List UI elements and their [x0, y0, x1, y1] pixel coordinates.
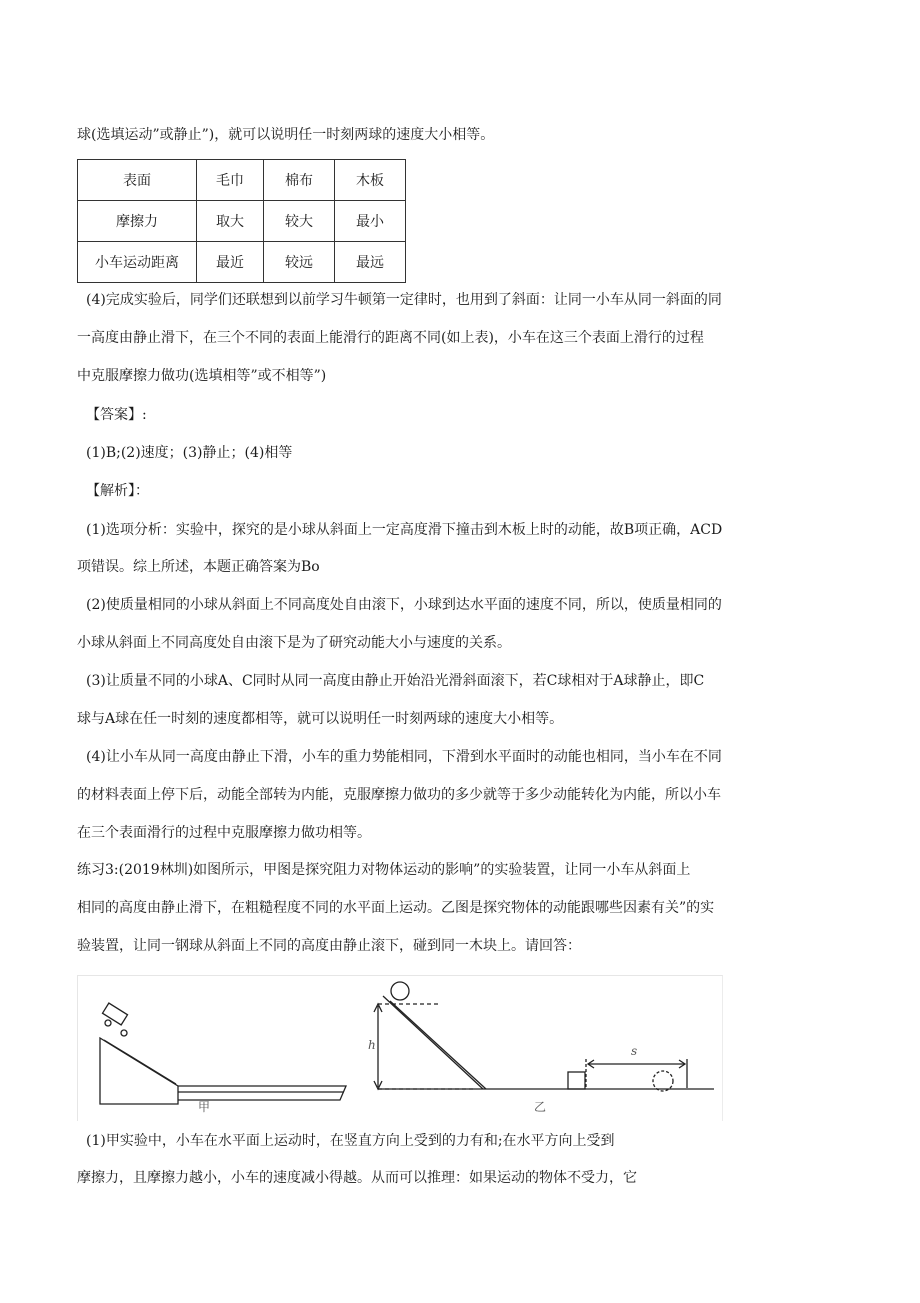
distance-label: s [631, 1044, 638, 1058]
text-line: (1)选项分析：实验中，探究的是小球从斜面上一定高度滑下撞击到木板上时的动能，故B项正确，ACD [86, 522, 723, 538]
answer-title: 【答案】: [86, 407, 147, 423]
table-cell: 最近 [197, 242, 264, 283]
table-cell: 表面 [78, 160, 197, 201]
friction-table [77, 159, 406, 283]
cart-wheel [121, 1030, 127, 1036]
table-cell: 较大 [264, 201, 335, 242]
text-line: 项错误。综上所述，本题正确答案为Bo [77, 559, 320, 575]
text-line: 的材料表面上停下后，动能全部转为内能，克服摩擦力做功的多少就等于多少动能转化为内能，所以小车 [77, 787, 721, 803]
table-row [78, 201, 406, 242]
table-cell: 最小 [335, 201, 406, 242]
text-line: 在三个表面滑行的过程中克服摩擦力做功相等。 [77, 825, 371, 841]
table-cell: 较远 [264, 242, 335, 283]
question-text: 摩擦力，且摩擦力越小，小车的速度减小得越。从而可以推理：如果运动的物体不受力，它 [77, 1170, 637, 1186]
ramp-edge [104, 1040, 176, 1084]
table-cell: 木板 [335, 160, 406, 201]
table-cell: 最远 [335, 242, 406, 283]
text-line: (2)使质量相同的小球从斜面上不同高度处自由滚下，小球到达水平面的速度不同，所以，使质量相同的 [86, 597, 722, 613]
figure-label-jia: 甲 [198, 1100, 211, 1114]
text-line: 一高度由静止滑下，在三个不同的表面上能滑行的距离不同(如上表)，小车在这三个表面上滑行的过程 [77, 330, 704, 346]
exercise-text: 相同的高度由静止滑下，在粗糙程度不同的水平面上运动。乙图是探究物体的动能跟哪些因素有关”的实 [77, 900, 715, 916]
table-cell: 棉布 [264, 160, 335, 201]
text-line: 球(选填运动”或静止”)，就可以说明任一时刻两球的速度大小相等。 [77, 127, 495, 143]
table-cell: 摩擦力 [78, 201, 197, 242]
wooden-block [568, 1072, 585, 1089]
table-cell: 小车运动距离 [78, 242, 197, 283]
question-text: (1)甲实验中，小车在水平面上运动时，在竖直方向上受到的力有和;在水平方向上受到 [86, 1133, 615, 1149]
text-line: 球与A球在任一时刻的速度都相等，就可以说明任一时刻两球的速度大小相等。 [77, 711, 564, 727]
text-line: 中克服摩擦力做功(选填相等”或不相等”) [77, 368, 327, 384]
analysis-title: 【解析】： [86, 483, 149, 499]
table-cell: 取大 [197, 201, 264, 242]
exercise-text: 练习3:(2019林圳)如图所示，甲图是探究阻力对物体运动的影响”的实验装置，让同一小车从斜面上 [77, 862, 691, 878]
answer-text: (1)B;(2)速度；(3)静止；(4)相等 [86, 445, 293, 461]
block-final-position [653, 1071, 673, 1091]
text-line: (4)让小车从同一高度由静止下滑，小车的重力势能相同，下滑到水平面时的动能也相同，当小车在不同 [86, 749, 722, 765]
text-line: (3)让质量不同的小球A、C同时从同一高度由静止开始沿光滑斜面滚下，若C球相对于A球静止，即C [86, 673, 705, 689]
height-label: h [368, 1038, 376, 1052]
table-row [78, 242, 406, 283]
cart-wheel [105, 1020, 111, 1026]
incline-back [390, 1001, 486, 1089]
cart [102, 1003, 127, 1025]
steel-ball [391, 982, 409, 1000]
experiment-figure [77, 975, 723, 1121]
table-cell: 毛巾 [197, 160, 264, 201]
text-line: (4)完成实验后，同学们还联想到以前学习牛顿第一定律时，也用到了斜面：让同一小车从同一斜面的同 [86, 292, 722, 308]
table-row [78, 160, 406, 201]
ramp-incline [100, 1038, 178, 1104]
experiment-diagram [78, 976, 722, 1121]
incline-slope [383, 996, 483, 1089]
exercise-text: 验装置，让同一钢球从斜面上不同的高度由静止滚下，碰到同一木块上。请回答： [77, 938, 581, 954]
text-line: 小球从斜面上不同高度处自由滚下是为了研究动能大小与速度的关系。 [77, 635, 511, 651]
figure-label-yi: 乙 [534, 1100, 547, 1114]
